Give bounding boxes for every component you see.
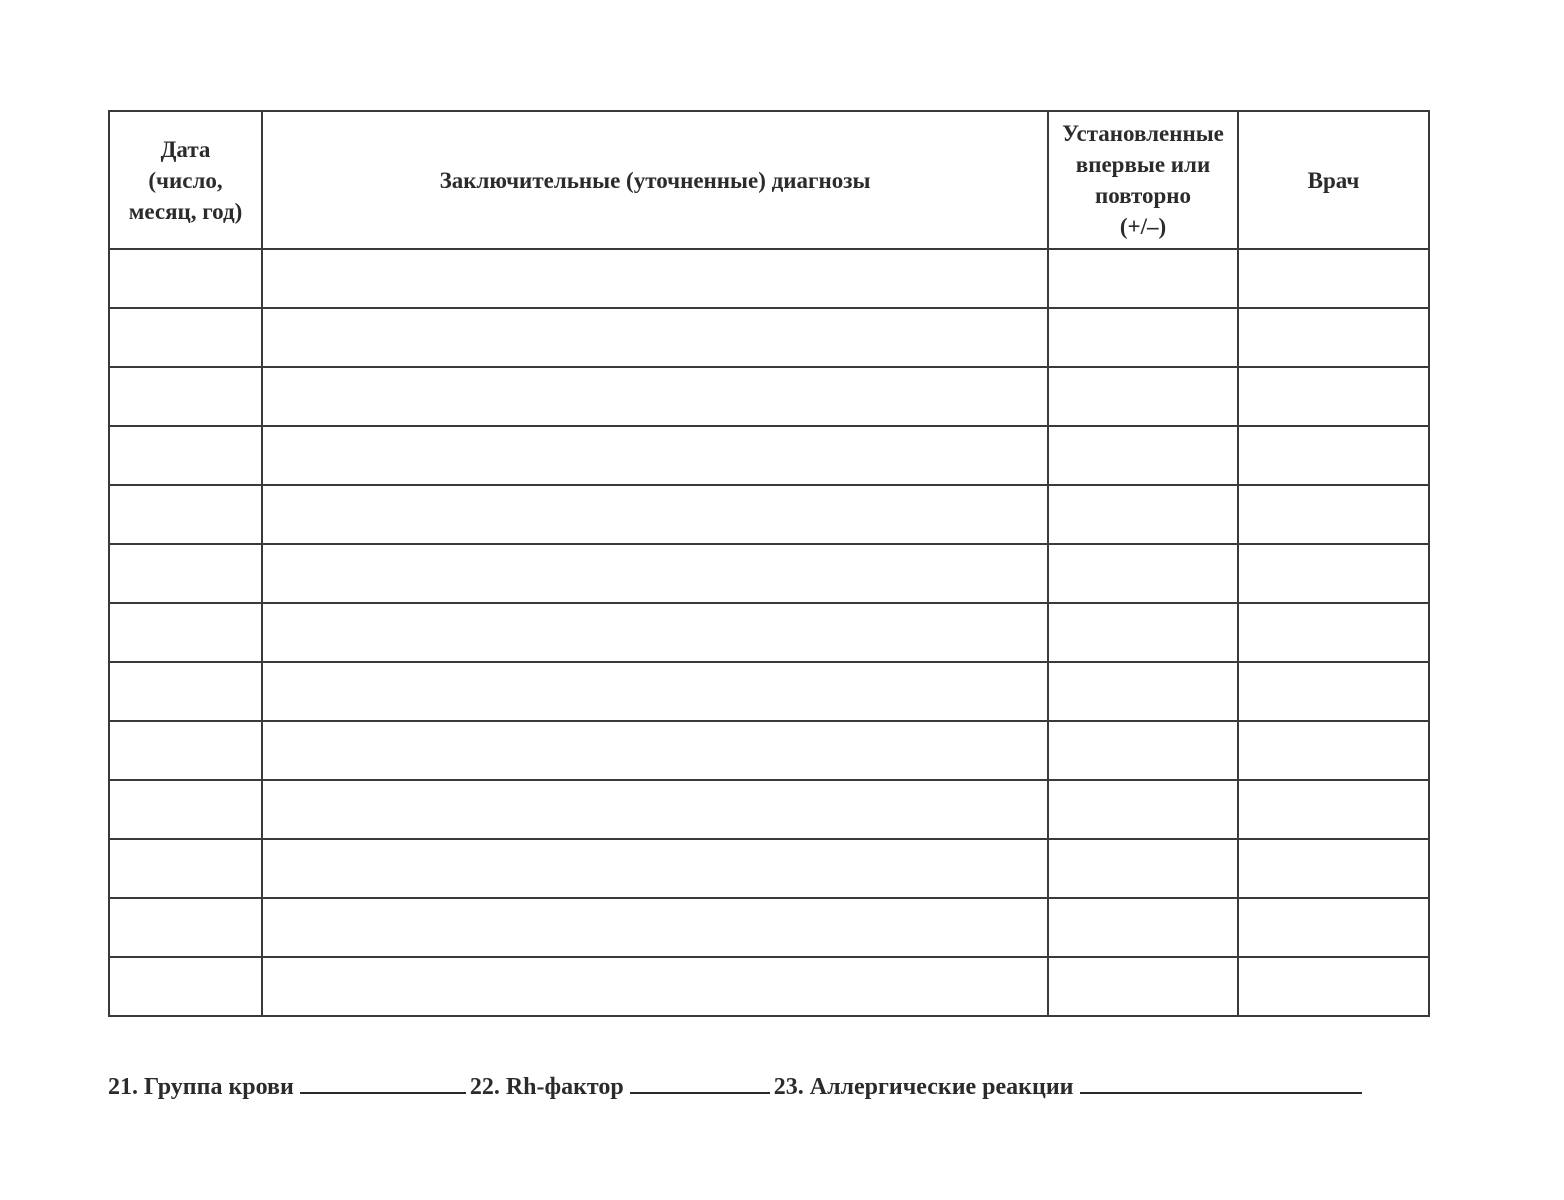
date-cell[interactable] bbox=[109, 839, 262, 898]
doctor-cell[interactable] bbox=[1238, 485, 1429, 544]
doctor-cell[interactable] bbox=[1238, 249, 1429, 308]
table-row bbox=[109, 662, 1429, 721]
first-or-repeat-cell[interactable] bbox=[1048, 544, 1238, 603]
first-or-repeat-cell[interactable] bbox=[1048, 603, 1238, 662]
diagnosis-cell[interactable] bbox=[262, 367, 1048, 426]
first-or-repeat-cell[interactable] bbox=[1048, 898, 1238, 957]
diagnosis-cell[interactable] bbox=[262, 426, 1048, 485]
patient-info-line bbox=[108, 1068, 1438, 1104]
doctor-cell[interactable] bbox=[1238, 662, 1429, 721]
first-or-repeat-cell[interactable] bbox=[1048, 662, 1238, 721]
header-doctor-label: Врач bbox=[1307, 167, 1360, 193]
doctor-cell[interactable] bbox=[1238, 839, 1429, 898]
rh-factor-label: 22. Rh-фактор bbox=[469, 1074, 624, 1100]
header-first-or-repeat bbox=[1048, 111, 1238, 249]
date-cell[interactable] bbox=[109, 957, 262, 1016]
header-first-line-3: повторно bbox=[1094, 183, 1192, 208]
diagnosis-cell[interactable] bbox=[262, 603, 1048, 662]
diagnosis-cell[interactable] bbox=[262, 249, 1048, 308]
diagnosis-cell[interactable] bbox=[262, 662, 1048, 721]
table-row bbox=[109, 898, 1429, 957]
allergy-label: 23. Аллергические реакции bbox=[773, 1074, 1074, 1100]
diagnosis-cell[interactable] bbox=[262, 898, 1048, 957]
header-date-line-1: Дата bbox=[160, 136, 211, 162]
header-date-line-2: (число, bbox=[148, 167, 223, 193]
blood-group-label: 21. Группа крови bbox=[108, 1074, 294, 1100]
table-row bbox=[109, 957, 1429, 1016]
date-cell[interactable] bbox=[109, 780, 262, 839]
table-header-row bbox=[109, 111, 1429, 249]
date-cell[interactable] bbox=[109, 485, 262, 544]
doctor-cell[interactable] bbox=[1238, 308, 1429, 367]
diagnosis-cell[interactable] bbox=[262, 485, 1048, 544]
date-cell[interactable] bbox=[109, 426, 262, 485]
doctor-cell[interactable] bbox=[1238, 544, 1429, 603]
table-row bbox=[109, 308, 1429, 367]
doctor-cell[interactable] bbox=[1238, 721, 1429, 780]
diagnosis-cell[interactable] bbox=[262, 957, 1048, 1016]
table-row bbox=[109, 780, 1429, 839]
header-first-line-4: (+/–) bbox=[1119, 214, 1167, 239]
header-diagnoses bbox=[262, 111, 1048, 249]
header-date-line-3: месяц, год) bbox=[128, 198, 243, 224]
rh-factor-field[interactable] bbox=[630, 1068, 770, 1094]
allergy-field[interactable] bbox=[1080, 1068, 1362, 1094]
diagnosis-cell[interactable] bbox=[262, 721, 1048, 780]
date-cell[interactable] bbox=[109, 367, 262, 426]
blood-group-field[interactable] bbox=[300, 1068, 466, 1094]
table-row bbox=[109, 367, 1429, 426]
first-or-repeat-cell[interactable] bbox=[1048, 308, 1238, 367]
table-row bbox=[109, 249, 1429, 308]
date-cell[interactable] bbox=[109, 249, 262, 308]
doctor-cell[interactable] bbox=[1238, 367, 1429, 426]
first-or-repeat-cell[interactable] bbox=[1048, 426, 1238, 485]
table-row bbox=[109, 485, 1429, 544]
doctor-cell[interactable] bbox=[1238, 603, 1429, 662]
table-row bbox=[109, 426, 1429, 485]
first-or-repeat-cell[interactable] bbox=[1048, 367, 1238, 426]
header-doctor bbox=[1238, 111, 1429, 249]
table-row bbox=[109, 839, 1429, 898]
diagnoses-table bbox=[108, 110, 1430, 1017]
header-first-line-2: впервые или bbox=[1075, 152, 1211, 177]
doctor-cell[interactable] bbox=[1238, 898, 1429, 957]
first-or-repeat-cell[interactable] bbox=[1048, 485, 1238, 544]
table-row bbox=[109, 721, 1429, 780]
doctor-cell[interactable] bbox=[1238, 957, 1429, 1016]
table-body bbox=[109, 249, 1429, 1016]
table-row bbox=[109, 544, 1429, 603]
date-cell[interactable] bbox=[109, 721, 262, 780]
first-or-repeat-cell[interactable] bbox=[1048, 957, 1238, 1016]
first-or-repeat-cell[interactable] bbox=[1048, 780, 1238, 839]
header-date bbox=[109, 111, 262, 249]
diagnosis-cell[interactable] bbox=[262, 839, 1048, 898]
header-first-line-1: Установленные bbox=[1062, 121, 1224, 146]
diagnosis-cell[interactable] bbox=[262, 544, 1048, 603]
date-cell[interactable] bbox=[109, 603, 262, 662]
first-or-repeat-cell[interactable] bbox=[1048, 721, 1238, 780]
doctor-cell[interactable] bbox=[1238, 426, 1429, 485]
date-cell[interactable] bbox=[109, 898, 262, 957]
diagnosis-cell[interactable] bbox=[262, 780, 1048, 839]
date-cell[interactable] bbox=[109, 308, 262, 367]
date-cell[interactable] bbox=[109, 662, 262, 721]
first-or-repeat-cell[interactable] bbox=[1048, 839, 1238, 898]
doctor-cell[interactable] bbox=[1238, 780, 1429, 839]
date-cell[interactable] bbox=[109, 544, 262, 603]
first-or-repeat-cell[interactable] bbox=[1048, 249, 1238, 308]
table-row bbox=[109, 603, 1429, 662]
header-diagnoses-label: Заключительные (уточненные) диагнозы bbox=[439, 167, 871, 193]
diagnosis-cell[interactable] bbox=[262, 308, 1048, 367]
